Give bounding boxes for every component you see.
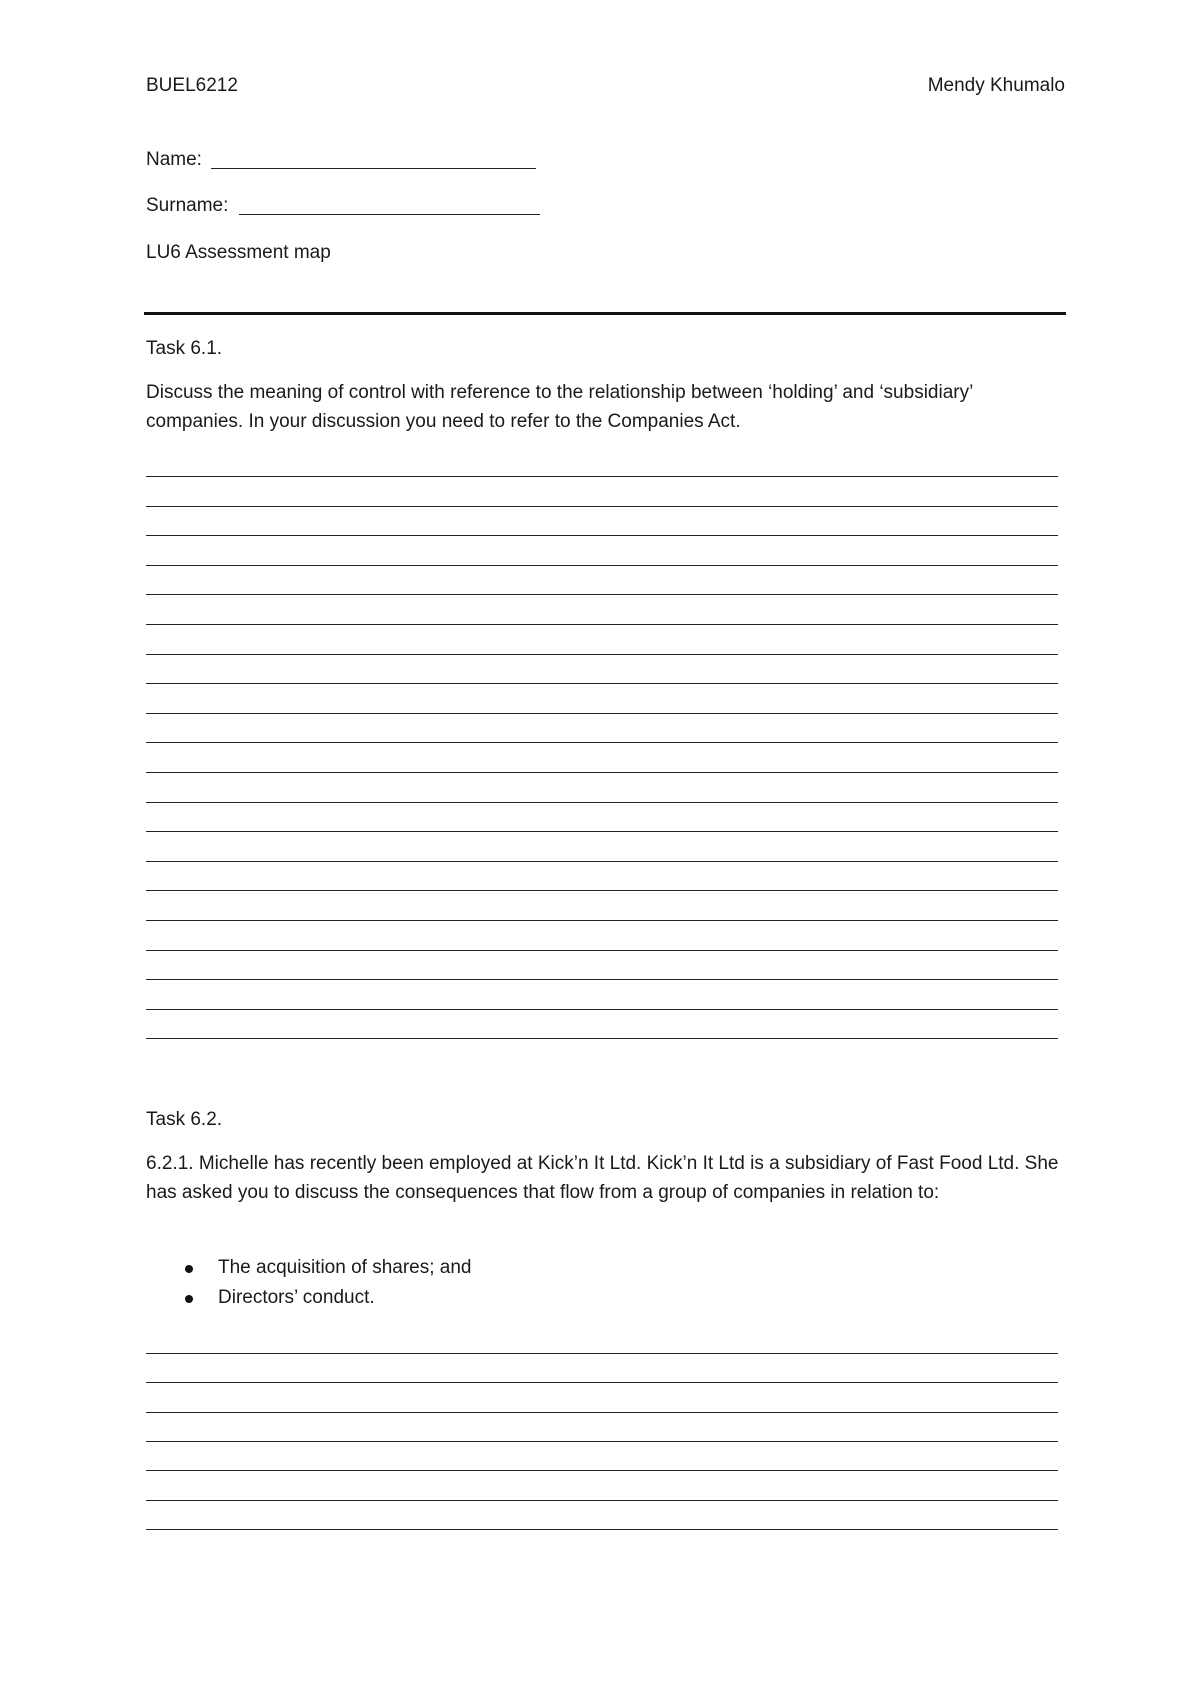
- answer-line[interactable]: [146, 772, 1058, 773]
- answer-line[interactable]: [146, 950, 1058, 951]
- answer-line[interactable]: [146, 476, 1058, 477]
- section-divider: [144, 312, 1066, 315]
- answer-line[interactable]: [146, 920, 1058, 921]
- answer-line[interactable]: [146, 535, 1058, 536]
- task-6-2-bullet-list: [146, 1253, 472, 1313]
- answer-line[interactable]: [146, 1412, 1058, 1413]
- name-field-label: Name:: [146, 149, 202, 170]
- task-6-1-answer-area[interactable]: [146, 476, 1058, 1036]
- answer-line[interactable]: [146, 1500, 1058, 1501]
- name-field-line[interactable]: [211, 168, 536, 169]
- task-6-2-question: 6.2.1. Michelle has recently been employed at Kick’n It Ltd. Kick’n It Ltd is a subsidiary of Fast Food Ltd. She has asked you to discuss the consequences that flow from a group of companies in relation to:: [146, 1153, 1059, 1203]
- answer-line[interactable]: [146, 1441, 1058, 1442]
- surname-field-line[interactable]: [239, 214, 540, 215]
- bullet-text: The acquisition of shares; and: [218, 1257, 472, 1278]
- bullet-dot-icon: [185, 1265, 193, 1273]
- header-author: Mendy Khumalo: [927, 75, 1065, 96]
- bullet-text: Directors’ conduct.: [218, 1287, 375, 1308]
- answer-line[interactable]: [146, 979, 1058, 980]
- task-6-2-answer-area[interactable]: [146, 1353, 1058, 1543]
- answer-line[interactable]: [146, 683, 1058, 684]
- task-6-2-heading: Task 6.2.: [146, 1109, 223, 1130]
- answer-line[interactable]: [146, 742, 1058, 743]
- task-6-1-question: Discuss the meaning of control with reference to the relationship between ‘holding’ and ‘subsidiary’ companies. In your discussion you need to refer to the Companies Act.: [146, 382, 973, 432]
- answer-line[interactable]: [146, 802, 1058, 803]
- answer-line[interactable]: [146, 861, 1058, 862]
- answer-line[interactable]: [146, 713, 1058, 714]
- answer-line[interactable]: [146, 594, 1058, 595]
- bullet-item: [146, 1283, 472, 1313]
- bullet-dot-icon: [185, 1295, 193, 1303]
- answer-line[interactable]: [146, 1009, 1058, 1010]
- answer-line[interactable]: [146, 1353, 1058, 1354]
- header-course-code: BUEL6212: [146, 75, 238, 96]
- surname-field-label: Surname:: [146, 195, 229, 216]
- answer-line[interactable]: [146, 1529, 1058, 1530]
- bullet-item: [146, 1253, 472, 1283]
- task-6-1-heading: Task 6.1.: [146, 338, 223, 359]
- answer-line[interactable]: [146, 1382, 1058, 1383]
- document-title: LU6 Assessment map: [146, 242, 331, 263]
- answer-line[interactable]: [146, 831, 1058, 832]
- answer-line[interactable]: [146, 1470, 1058, 1471]
- answer-line[interactable]: [146, 890, 1058, 891]
- answer-line[interactable]: [146, 654, 1058, 655]
- answer-line[interactable]: [146, 624, 1058, 625]
- answer-line[interactable]: [146, 506, 1058, 507]
- answer-line[interactable]: [146, 1038, 1058, 1039]
- answer-line[interactable]: [146, 565, 1058, 566]
